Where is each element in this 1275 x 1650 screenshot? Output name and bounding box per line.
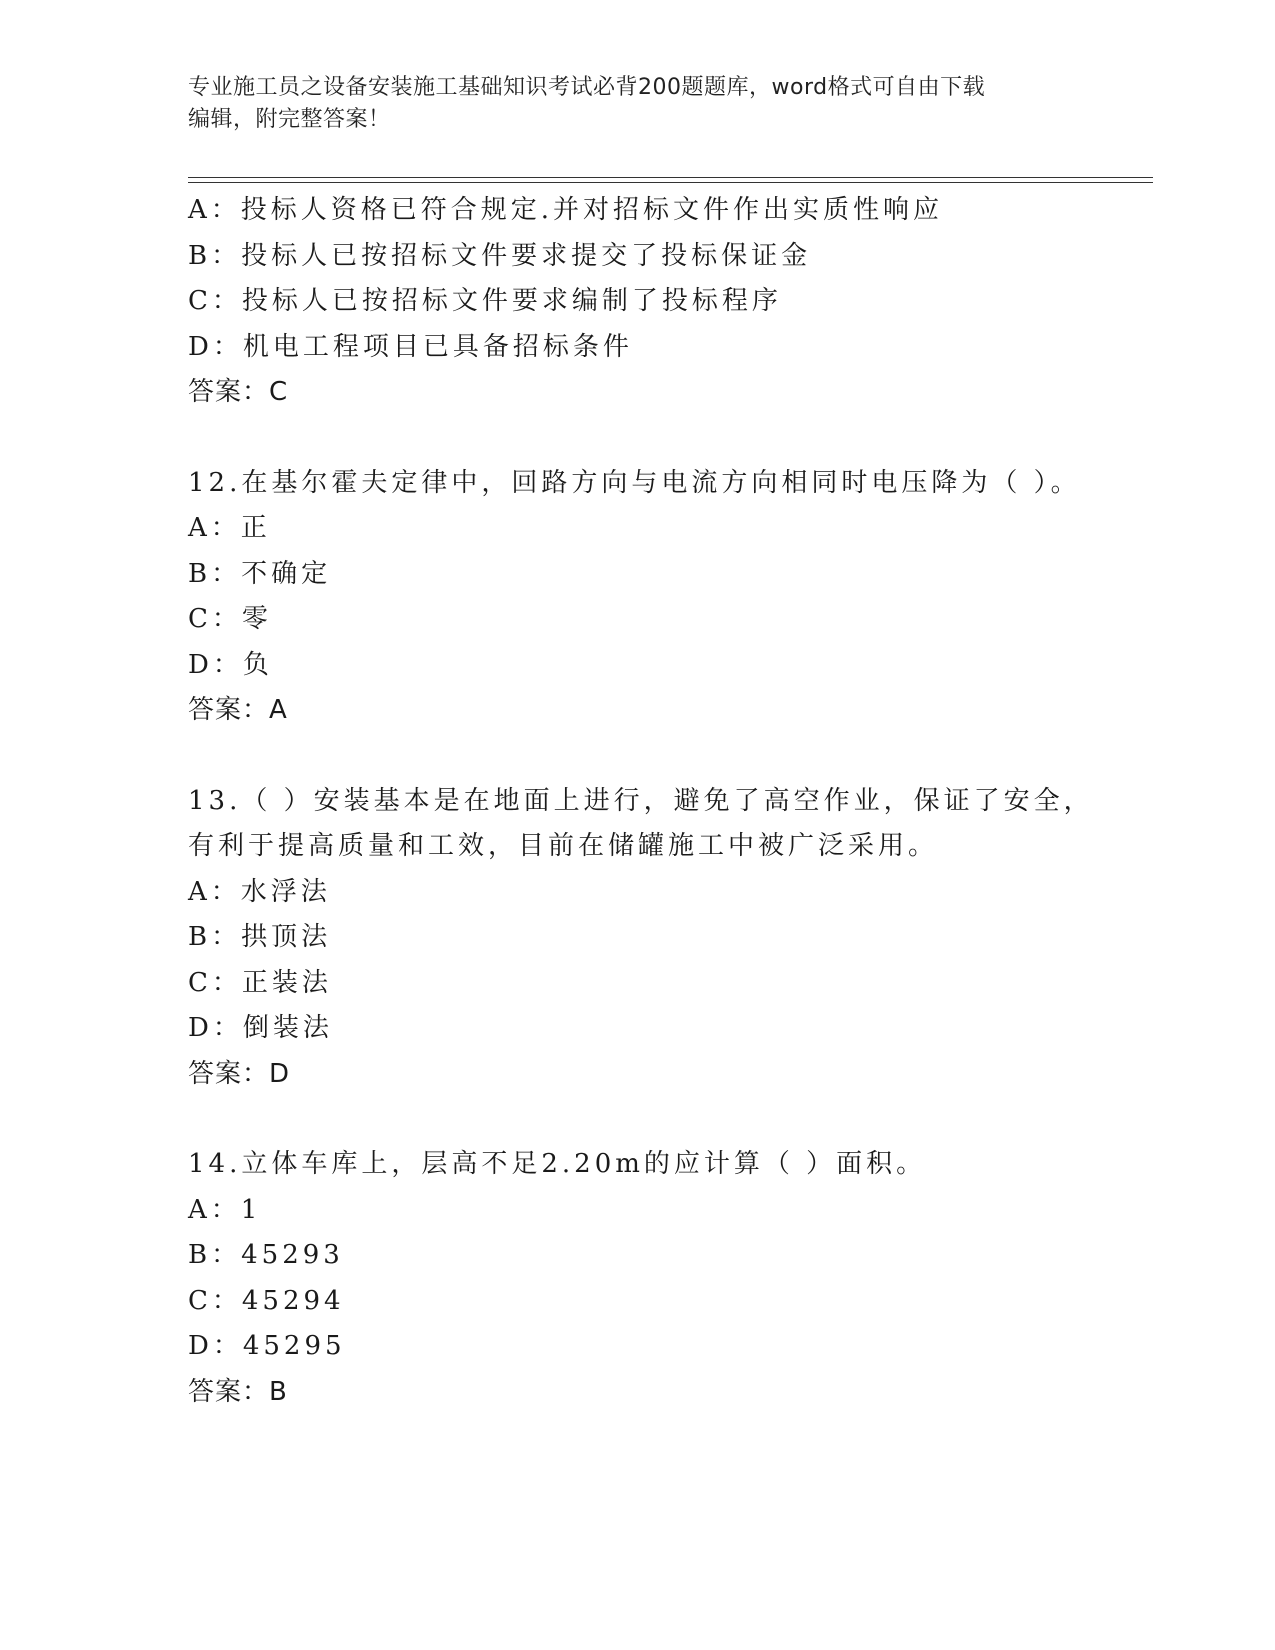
option-d: D：负 bbox=[188, 649, 273, 680]
spacer bbox=[188, 416, 1153, 461]
document-header bbox=[188, 72, 1088, 136]
answer-line: 答案：C bbox=[188, 377, 289, 407]
option-a: A：正 bbox=[188, 513, 271, 543]
answer-line: 答案：B bbox=[188, 1376, 288, 1407]
option-d: D：倒装法 bbox=[188, 1013, 333, 1043]
option-a: A：投标人资格已符合规定.并对招标文件作出实质性响应 bbox=[188, 195, 944, 225]
answer-line: 答案：D bbox=[188, 1058, 291, 1089]
header-divider-bottom bbox=[188, 182, 1153, 183]
option-b: B：拱顶法 bbox=[188, 922, 332, 952]
option-c: C：零 bbox=[188, 604, 272, 634]
question-12 bbox=[188, 461, 1153, 734]
header-divider-top bbox=[188, 177, 1153, 178]
option-b: B：投标人已按招标文件要求提交了投标保证金 bbox=[188, 240, 812, 271]
question-13 bbox=[188, 779, 1153, 1098]
question-list bbox=[188, 188, 1153, 1415]
question-stem: 12.在基尔霍夫定律中，回路方向与电流方向相同时电压降为（ ）。 bbox=[188, 467, 1081, 498]
option-d: D：机电工程项目已具备招标条件 bbox=[188, 331, 633, 362]
question-stem: 14.立体车库上，层高不足2.20m的应计算（ ）面积。 bbox=[188, 1149, 927, 1179]
answer-line: 答案：A bbox=[188, 695, 288, 725]
spacer bbox=[188, 1097, 1153, 1142]
option-b: B：不确定 bbox=[188, 558, 332, 589]
option-c: C：正装法 bbox=[188, 967, 332, 998]
question-stem-line-1: 13.（ ）安装基本是在地面上进行，避免了高空作业，保证了安全， bbox=[188, 785, 1094, 816]
question-11 bbox=[188, 188, 1153, 416]
option-c: C：投标人已按招标文件要求编制了投标程序 bbox=[188, 286, 782, 316]
question-stem-line-2: 有利于提高质量和工效，目前在储罐施工中被广泛采用。 bbox=[188, 831, 939, 861]
header-title-line-2: 编辑，附完整答案！ bbox=[188, 107, 391, 132]
option-c: C：45294 bbox=[188, 1285, 345, 1316]
header-title-line-1: 专业施工员之设备安装施工基础知识考试必背200题题库，word格式可自由下载 bbox=[188, 75, 986, 100]
option-a: A：水浮法 bbox=[188, 876, 331, 907]
option-a: A：1 bbox=[188, 1194, 262, 1225]
question-14 bbox=[188, 1142, 1153, 1415]
option-d: D：45295 bbox=[188, 1331, 346, 1361]
spacer bbox=[188, 734, 1153, 779]
option-b: B：45293 bbox=[188, 1240, 344, 1270]
